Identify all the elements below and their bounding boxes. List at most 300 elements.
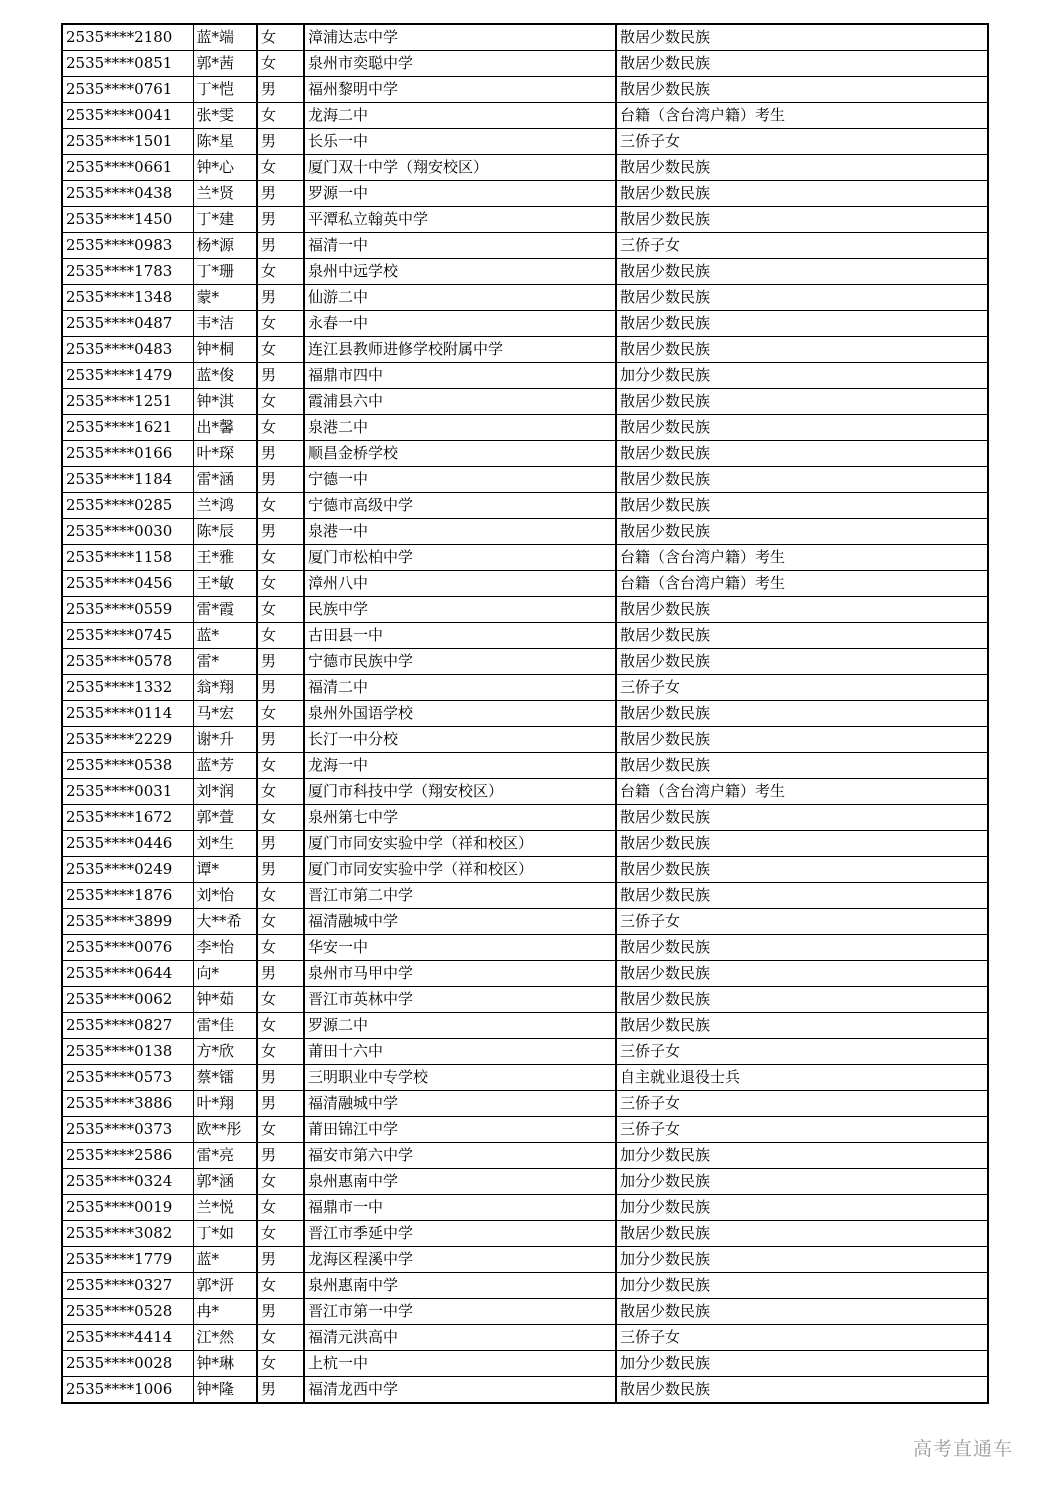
- name-cell: 雷*佳: [193, 1013, 257, 1039]
- exam-id-cell: 2535****0827: [62, 1013, 193, 1039]
- name-cell: 刘*生: [193, 831, 257, 857]
- table-row: [62, 129, 988, 155]
- table-row: [62, 961, 988, 987]
- category-cell: 台籍（含台湾户籍）考生: [616, 545, 988, 571]
- school-cell: 上杭一中: [304, 1351, 616, 1377]
- gender-cell: 男: [257, 129, 304, 155]
- gender-cell: 男: [257, 1247, 304, 1273]
- name-cell: 方*欣: [193, 1039, 257, 1065]
- school-cell: 平潭私立翰英中学: [304, 207, 616, 233]
- name-cell: 翁*翔: [193, 675, 257, 701]
- category-cell: 加分少数民族: [616, 1351, 988, 1377]
- gender-cell: 女: [257, 1117, 304, 1143]
- table-row: [62, 467, 988, 493]
- name-cell: 钟*桐: [193, 337, 257, 363]
- category-cell: 散居少数民族: [616, 987, 988, 1013]
- exam-id-cell: 2535****0249: [62, 857, 193, 883]
- school-cell: 龙海二中: [304, 103, 616, 129]
- name-cell: 大**希: [193, 909, 257, 935]
- category-cell: 散居少数民族: [616, 701, 988, 727]
- name-cell: 冉*: [193, 1299, 257, 1325]
- name-cell: 钟*心: [193, 155, 257, 181]
- school-cell: 长汀一中分校: [304, 727, 616, 753]
- gender-cell: 男: [257, 961, 304, 987]
- category-cell: 散居少数民族: [616, 285, 988, 311]
- table-row: [62, 1377, 988, 1404]
- category-cell: 三侨子女: [616, 233, 988, 259]
- exam-id-cell: 2535****0851: [62, 51, 193, 77]
- gender-cell: 女: [257, 701, 304, 727]
- name-cell: 陈*星: [193, 129, 257, 155]
- gender-cell: 男: [257, 1091, 304, 1117]
- exam-id-cell: 2535****0041: [62, 103, 193, 129]
- category-cell: 散居少数民族: [616, 961, 988, 987]
- category-cell: 散居少数民族: [616, 51, 988, 77]
- school-cell: 福州黎明中学: [304, 77, 616, 103]
- school-cell: 连江县教师进修学校附属中学: [304, 337, 616, 363]
- school-cell: 华安一中: [304, 935, 616, 961]
- gender-cell: 男: [257, 77, 304, 103]
- gender-cell: 男: [257, 233, 304, 259]
- category-cell: 散居少数民族: [616, 337, 988, 363]
- category-cell: 散居少数民族: [616, 77, 988, 103]
- name-cell: 郭*汧: [193, 1273, 257, 1299]
- school-cell: 福鼎市一中: [304, 1195, 616, 1221]
- gender-cell: 男: [257, 1299, 304, 1325]
- gender-cell: 女: [257, 883, 304, 909]
- school-cell: 霞浦县六中: [304, 389, 616, 415]
- category-cell: 散居少数民族: [616, 441, 988, 467]
- school-cell: 永春一中: [304, 311, 616, 337]
- category-cell: 加分少数民族: [616, 1247, 988, 1273]
- table-row: [62, 233, 988, 259]
- category-cell: 散居少数民族: [616, 623, 988, 649]
- table-row: [62, 597, 988, 623]
- gender-cell: 男: [257, 519, 304, 545]
- name-cell: 兰*鸿: [193, 493, 257, 519]
- school-cell: 仙游二中: [304, 285, 616, 311]
- gender-cell: 女: [257, 623, 304, 649]
- school-cell: 晋江市第一中学: [304, 1299, 616, 1325]
- category-cell: 三侨子女: [616, 129, 988, 155]
- gender-cell: 女: [257, 805, 304, 831]
- name-cell: 刘*怡: [193, 883, 257, 909]
- exam-id-cell: 2535****0166: [62, 441, 193, 467]
- table-row: [62, 103, 988, 129]
- name-cell: 丁*珊: [193, 259, 257, 285]
- gender-cell: 女: [257, 1169, 304, 1195]
- name-cell: 出*馨: [193, 415, 257, 441]
- exam-id-cell: 2535****1251: [62, 389, 193, 415]
- school-cell: 晋江市英林中学: [304, 987, 616, 1013]
- gender-cell: 男: [257, 467, 304, 493]
- gender-cell: 女: [257, 1195, 304, 1221]
- category-cell: 散居少数民族: [616, 311, 988, 337]
- name-cell: 钟*隆: [193, 1377, 257, 1404]
- category-cell: 三侨子女: [616, 1117, 988, 1143]
- exam-id-cell: 2535****0030: [62, 519, 193, 545]
- exam-id-cell: 2535****0745: [62, 623, 193, 649]
- school-cell: 厦门市松柏中学: [304, 545, 616, 571]
- school-cell: 泉州第七中学: [304, 805, 616, 831]
- school-cell: 厦门市同安实验中学（祥和校区）: [304, 831, 616, 857]
- gender-cell: 女: [257, 155, 304, 181]
- school-cell: 泉州惠南中学: [304, 1169, 616, 1195]
- exam-id-cell: 2535****2229: [62, 727, 193, 753]
- name-cell: 马*宏: [193, 701, 257, 727]
- category-cell: 散居少数民族: [616, 155, 988, 181]
- school-cell: 顺昌金桥学校: [304, 441, 616, 467]
- category-cell: 加分少数民族: [616, 1273, 988, 1299]
- category-cell: 三侨子女: [616, 1039, 988, 1065]
- watermark-text: 高考直通车: [913, 1438, 1014, 1460]
- table-row: [62, 1325, 988, 1351]
- name-cell: 王*雅: [193, 545, 257, 571]
- exam-id-cell: 2535****4414: [62, 1325, 193, 1351]
- table-row: [62, 779, 988, 805]
- category-cell: 散居少数民族: [616, 935, 988, 961]
- table-row: [62, 519, 988, 545]
- name-cell: 雷*亮: [193, 1143, 257, 1169]
- exam-id-cell: 2535****0324: [62, 1169, 193, 1195]
- gender-cell: 男: [257, 1377, 304, 1404]
- category-cell: 散居少数民族: [616, 857, 988, 883]
- table-row: [62, 441, 988, 467]
- school-cell: 泉州惠南中学: [304, 1273, 616, 1299]
- category-cell: 加分少数民族: [616, 1195, 988, 1221]
- table-row: [62, 311, 988, 337]
- school-cell: 福安市第六中学: [304, 1143, 616, 1169]
- school-cell: 泉州市奕聪中学: [304, 51, 616, 77]
- table-row: [62, 1273, 988, 1299]
- category-cell: 散居少数民族: [616, 467, 988, 493]
- table-row: [62, 753, 988, 779]
- table-row: [62, 883, 988, 909]
- exam-id-cell: 2535****0438: [62, 181, 193, 207]
- name-cell: 蓝*: [193, 1247, 257, 1273]
- exam-id-cell: 2535****0761: [62, 77, 193, 103]
- table-row: [62, 1195, 988, 1221]
- exam-id-cell: 2535****0062: [62, 987, 193, 1013]
- name-cell: 雷*霞: [193, 597, 257, 623]
- category-cell: 散居少数民族: [616, 753, 988, 779]
- exam-id-cell: 2535****0573: [62, 1065, 193, 1091]
- school-cell: 长乐一中: [304, 129, 616, 155]
- name-cell: 钟*淇: [193, 389, 257, 415]
- table-row: [62, 181, 988, 207]
- table-row: [62, 155, 988, 181]
- exam-id-cell: 2535****0538: [62, 753, 193, 779]
- name-cell: 刘*润: [193, 779, 257, 805]
- gender-cell: 男: [257, 727, 304, 753]
- name-cell: 谢*升: [193, 727, 257, 753]
- exam-id-cell: 2535****1621: [62, 415, 193, 441]
- exam-id-cell: 2535****0138: [62, 1039, 193, 1065]
- gender-cell: 男: [257, 649, 304, 675]
- category-cell: 散居少数民族: [616, 389, 988, 415]
- gender-cell: 男: [257, 831, 304, 857]
- gender-cell: 女: [257, 1273, 304, 1299]
- gender-cell: 女: [257, 1039, 304, 1065]
- gender-cell: 女: [257, 753, 304, 779]
- name-cell: 蓝*端: [193, 24, 257, 51]
- exam-id-cell: 2535****0076: [62, 935, 193, 961]
- name-cell: 郭*涵: [193, 1169, 257, 1195]
- table-row: [62, 259, 988, 285]
- exam-id-cell: 2535****0327: [62, 1273, 193, 1299]
- gender-cell: 女: [257, 24, 304, 51]
- gender-cell: 女: [257, 415, 304, 441]
- name-cell: 谭*: [193, 857, 257, 883]
- exam-id-cell: 2535****2586: [62, 1143, 193, 1169]
- exam-id-cell: 2535****0456: [62, 571, 193, 597]
- school-cell: 三明职业中专学校: [304, 1065, 616, 1091]
- gender-cell: 女: [257, 779, 304, 805]
- school-cell: 晋江市第二中学: [304, 883, 616, 909]
- table-row: [62, 1351, 988, 1377]
- school-cell: 宁德市高级中学: [304, 493, 616, 519]
- exam-id-cell: 2535****1006: [62, 1377, 193, 1404]
- gender-cell: 女: [257, 987, 304, 1013]
- school-cell: 龙海区程溪中学: [304, 1247, 616, 1273]
- school-cell: 福清龙西中学: [304, 1377, 616, 1404]
- school-cell: 民族中学: [304, 597, 616, 623]
- school-cell: 泉州中远学校: [304, 259, 616, 285]
- gender-cell: 女: [257, 493, 304, 519]
- table-row: [62, 623, 988, 649]
- category-cell: 台籍（含台湾户籍）考生: [616, 103, 988, 129]
- category-cell: 散居少数民族: [616, 24, 988, 51]
- exam-id-cell: 2535****0373: [62, 1117, 193, 1143]
- school-cell: 福清融城中学: [304, 1091, 616, 1117]
- school-cell: 罗源一中: [304, 181, 616, 207]
- exam-id-cell: 2535****2180: [62, 24, 193, 51]
- category-cell: 散居少数民族: [616, 493, 988, 519]
- table-row: [62, 1091, 988, 1117]
- table-row: [62, 805, 988, 831]
- category-cell: 散居少数民族: [616, 727, 988, 753]
- school-cell: 泉州市马甲中学: [304, 961, 616, 987]
- category-cell: 台籍（含台湾户籍）考生: [616, 571, 988, 597]
- category-cell: 三侨子女: [616, 675, 988, 701]
- gender-cell: 男: [257, 441, 304, 467]
- name-cell: 张*雯: [193, 103, 257, 129]
- table-row: [62, 1247, 988, 1273]
- gender-cell: 男: [257, 857, 304, 883]
- table-row: [62, 649, 988, 675]
- table-row: [62, 51, 988, 77]
- exam-id-cell: 2535****3899: [62, 909, 193, 935]
- exam-id-cell: 2535****0114: [62, 701, 193, 727]
- school-cell: 厦门双十中学（翔安校区）: [304, 155, 616, 181]
- name-cell: 叶*翔: [193, 1091, 257, 1117]
- gender-cell: 男: [257, 1065, 304, 1091]
- name-cell: 王*敏: [193, 571, 257, 597]
- exam-id-cell: 2535****0528: [62, 1299, 193, 1325]
- table-row: [62, 1117, 988, 1143]
- exam-id-cell: 2535****1783: [62, 259, 193, 285]
- exam-id-cell: 2535****1876: [62, 883, 193, 909]
- exam-id-cell: 2535****0031: [62, 779, 193, 805]
- gender-cell: 女: [257, 259, 304, 285]
- name-cell: 蔡*镭: [193, 1065, 257, 1091]
- school-cell: 福鼎市四中: [304, 363, 616, 389]
- gender-cell: 女: [257, 51, 304, 77]
- name-cell: 蒙*: [193, 285, 257, 311]
- gender-cell: 男: [257, 1143, 304, 1169]
- table-row: [62, 24, 988, 51]
- exam-id-cell: 2535****0483: [62, 337, 193, 363]
- category-cell: 散居少数民族: [616, 181, 988, 207]
- table-row: [62, 727, 988, 753]
- table-row: [62, 675, 988, 701]
- exam-id-cell: 2535****0578: [62, 649, 193, 675]
- table-row: [62, 701, 988, 727]
- exam-id-cell: 2535****0446: [62, 831, 193, 857]
- category-cell: 散居少数民族: [616, 831, 988, 857]
- name-cell: 兰*贤: [193, 181, 257, 207]
- school-cell: 泉港一中: [304, 519, 616, 545]
- table-row: [62, 1299, 988, 1325]
- category-cell: 加分少数民族: [616, 1169, 988, 1195]
- school-cell: 莆田锦江中学: [304, 1117, 616, 1143]
- category-cell: 散居少数民族: [616, 1221, 988, 1247]
- name-cell: 丁*恺: [193, 77, 257, 103]
- name-cell: 李*怡: [193, 935, 257, 961]
- table-row: [62, 207, 988, 233]
- exam-id-cell: 2535****0487: [62, 311, 193, 337]
- exam-id-cell: 2535****1779: [62, 1247, 193, 1273]
- school-cell: 福清一中: [304, 233, 616, 259]
- gender-cell: 女: [257, 337, 304, 363]
- category-cell: 散居少数民族: [616, 597, 988, 623]
- gender-cell: 女: [257, 311, 304, 337]
- exam-id-cell: 2535****3082: [62, 1221, 193, 1247]
- table-row: [62, 77, 988, 103]
- school-cell: 福清二中: [304, 675, 616, 701]
- name-cell: 陈*辰: [193, 519, 257, 545]
- name-cell: 江*然: [193, 1325, 257, 1351]
- table-row: [62, 935, 988, 961]
- name-cell: 欧**彤: [193, 1117, 257, 1143]
- table-row: [62, 415, 988, 441]
- name-cell: 向*: [193, 961, 257, 987]
- gender-cell: 女: [257, 103, 304, 129]
- table-row: [62, 1221, 988, 1247]
- gender-cell: 女: [257, 909, 304, 935]
- exam-id-cell: 2535****0559: [62, 597, 193, 623]
- name-cell: 蓝*俊: [193, 363, 257, 389]
- category-cell: 散居少数民族: [616, 207, 988, 233]
- name-cell: 雷*: [193, 649, 257, 675]
- exam-id-cell: 2535****1450: [62, 207, 193, 233]
- school-cell: 宁德市民族中学: [304, 649, 616, 675]
- gender-cell: 女: [257, 1013, 304, 1039]
- category-cell: 三侨子女: [616, 1091, 988, 1117]
- table-row: [62, 337, 988, 363]
- school-cell: 厦门市科技中学（翔安校区）: [304, 779, 616, 805]
- table-row: [62, 909, 988, 935]
- candidate-table-body: [62, 24, 988, 1403]
- gender-cell: 女: [257, 1221, 304, 1247]
- gender-cell: 男: [257, 675, 304, 701]
- exam-id-cell: 2535****3886: [62, 1091, 193, 1117]
- gender-cell: 男: [257, 363, 304, 389]
- exam-id-cell: 2535****0661: [62, 155, 193, 181]
- category-cell: 散居少数民族: [616, 805, 988, 831]
- exam-id-cell: 2535****0285: [62, 493, 193, 519]
- exam-id-cell: 2535****0028: [62, 1351, 193, 1377]
- school-cell: 漳州八中: [304, 571, 616, 597]
- exam-id-cell: 2535****1501: [62, 129, 193, 155]
- exam-id-cell: 2535****1672: [62, 805, 193, 831]
- gender-cell: 女: [257, 1351, 304, 1377]
- category-cell: 散居少数民族: [616, 649, 988, 675]
- category-cell: 加分少数民族: [616, 363, 988, 389]
- name-cell: 钟*琳: [193, 1351, 257, 1377]
- category-cell: 散居少数民族: [616, 415, 988, 441]
- table-row: [62, 285, 988, 311]
- school-cell: 福清融城中学: [304, 909, 616, 935]
- table-row: [62, 1039, 988, 1065]
- exam-id-cell: 2535****0644: [62, 961, 193, 987]
- category-cell: 散居少数民族: [616, 1013, 988, 1039]
- name-cell: 蓝*: [193, 623, 257, 649]
- exam-id-cell: 2535****1332: [62, 675, 193, 701]
- exam-id-cell: 2535****1158: [62, 545, 193, 571]
- exam-id-cell: 2535****0983: [62, 233, 193, 259]
- exam-id-cell: 2535****1184: [62, 467, 193, 493]
- gender-cell: 男: [257, 207, 304, 233]
- gender-cell: 女: [257, 571, 304, 597]
- name-cell: 蓝*芳: [193, 753, 257, 779]
- school-cell: 龙海一中: [304, 753, 616, 779]
- gender-cell: 女: [257, 545, 304, 571]
- name-cell: 兰*悦: [193, 1195, 257, 1221]
- category-cell: 散居少数民族: [616, 883, 988, 909]
- name-cell: 郭*茜: [193, 51, 257, 77]
- gender-cell: 男: [257, 285, 304, 311]
- school-cell: 古田县一中: [304, 623, 616, 649]
- name-cell: 韦*洁: [193, 311, 257, 337]
- category-cell: 三侨子女: [616, 1325, 988, 1351]
- school-cell: 福清元洪高中: [304, 1325, 616, 1351]
- category-cell: 加分少数民族: [616, 1143, 988, 1169]
- table-row: [62, 1013, 988, 1039]
- school-cell: 莆田十六中: [304, 1039, 616, 1065]
- gender-cell: 女: [257, 597, 304, 623]
- name-cell: 丁*如: [193, 1221, 257, 1247]
- table-row: [62, 571, 988, 597]
- table-row: [62, 987, 988, 1013]
- category-cell: 散居少数民族: [616, 1377, 988, 1404]
- school-cell: 泉州外国语学校: [304, 701, 616, 727]
- category-cell: 散居少数民族: [616, 519, 988, 545]
- gender-cell: 女: [257, 1325, 304, 1351]
- table-row: [62, 389, 988, 415]
- table-row: [62, 493, 988, 519]
- table-row: [62, 1169, 988, 1195]
- school-cell: 罗源二中: [304, 1013, 616, 1039]
- candidate-table: [61, 23, 989, 1404]
- category-cell: 台籍（含台湾户籍）考生: [616, 779, 988, 805]
- name-cell: 叶*琛: [193, 441, 257, 467]
- name-cell: 钟*茹: [193, 987, 257, 1013]
- gender-cell: 男: [257, 181, 304, 207]
- name-cell: 雷*涵: [193, 467, 257, 493]
- gender-cell: 女: [257, 389, 304, 415]
- school-cell: 泉港二中: [304, 415, 616, 441]
